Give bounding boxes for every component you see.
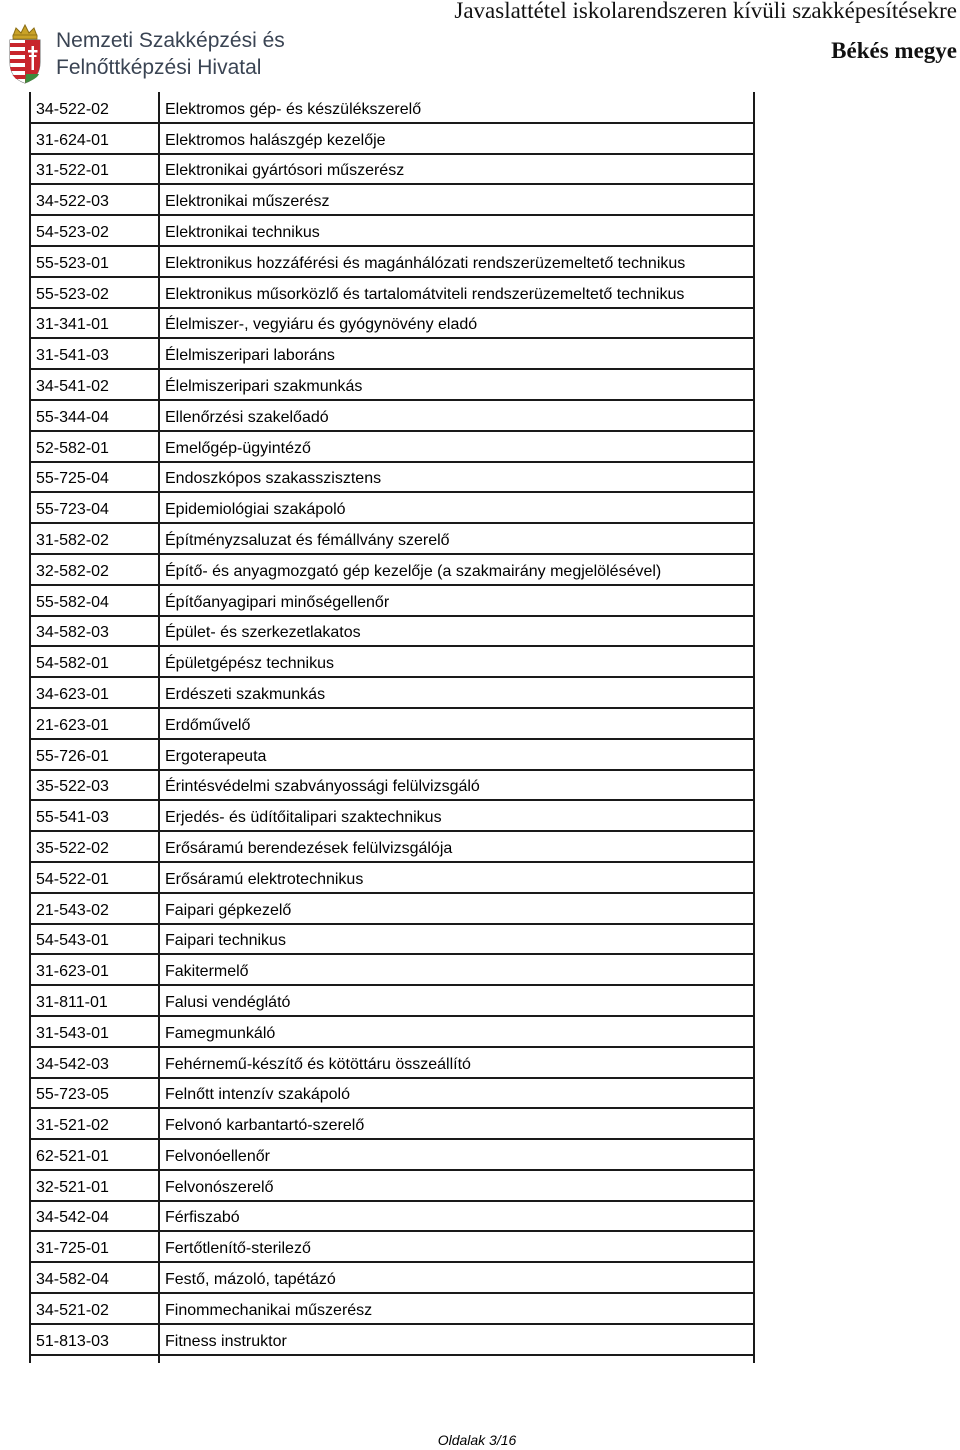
qualification-name: Fehérnemű-készítő és kötöttáru összeállító — [159, 1047, 754, 1078]
qualification-code: 54-523-02 — [30, 215, 159, 246]
qualification-code: 31-582-02 — [30, 523, 159, 554]
qualification-code: 55-344-04 — [30, 400, 159, 431]
qualification-name: Fertőtlenítő-sterilező — [159, 1231, 754, 1262]
table-row — [30, 1170, 754, 1201]
qualification-name: Famegmunkáló — [159, 1016, 754, 1047]
table-row — [30, 924, 754, 955]
qualification-name: Ellenőrzési szakelőadó — [159, 400, 754, 431]
qualification-name: Elektronikai gyártósori műszerész — [159, 154, 754, 185]
qualification-name: Falusi vendéglátó — [159, 985, 754, 1016]
qualification-code: 52-582-01 — [30, 431, 159, 462]
qualification-code: 35-522-02 — [30, 831, 159, 862]
page-header — [0, 0, 960, 92]
qualification-name: Élelmiszeripari laboráns — [159, 338, 754, 369]
qualification-name: Faipari gépkezelő — [159, 893, 754, 924]
document-region: Békés megye — [831, 38, 957, 63]
table-row — [30, 1078, 754, 1109]
table-row — [30, 1231, 754, 1262]
qualification-name: Endoszkópos szakasszisztens — [159, 462, 754, 493]
qualification-code: 34-541-02 — [30, 369, 159, 400]
qualification-code: 55-723-04 — [30, 492, 159, 523]
qualification-code: 31-623-01 — [30, 954, 159, 985]
qualification-code: 31-543-01 — [30, 1016, 159, 1047]
qualification-name: Elektronikai műszerész — [159, 184, 754, 215]
table-row — [30, 1139, 754, 1170]
qualification-code: 54-522-01 — [30, 862, 159, 893]
qualification-name: Építő- és anyagmozgató gép kezelője (a szakmairány megjelölésével) — [159, 554, 754, 585]
qualification-code: 34-582-03 — [30, 616, 159, 647]
qualification-name: Élelmiszer-, vegyiáru és gyógynövény eladó — [159, 308, 754, 339]
qualification-code: 55-726-01 — [30, 739, 159, 770]
table-row — [30, 646, 754, 677]
table-row — [30, 1201, 754, 1232]
qualification-code: 34-582-04 — [30, 1262, 159, 1293]
qualification-code: 31-521-02 — [30, 1108, 159, 1139]
qualification-code: 32-582-02 — [30, 554, 159, 585]
qualification-code: 34-542-03 — [30, 1047, 159, 1078]
hungarian-coat-of-arms-icon — [4, 22, 46, 84]
qualification-code: 55-582-04 — [30, 585, 159, 616]
table-row — [30, 92, 754, 123]
qualification-name: Építőanyagipari minőségellenőr — [159, 585, 754, 616]
table-row — [30, 1108, 754, 1139]
qualification-code: 31-341-01 — [30, 308, 159, 339]
qualification-name: Erdészeti szakmunkás — [159, 677, 754, 708]
table-row — [30, 369, 754, 400]
qualification-code: 31-624-01 — [30, 123, 159, 154]
qualification-code: 34-521-02 — [30, 1293, 159, 1324]
table-row — [30, 1293, 754, 1324]
qualification-code: 54-543-01 — [30, 924, 159, 955]
page-number-label: Oldalak 3/16 — [437, 1432, 517, 1448]
table-row — [30, 739, 754, 770]
org-name-line2: Felnőttképzési Hivatal — [56, 56, 262, 79]
table-row — [30, 523, 754, 554]
qualification-name: Erősáramú berendezések felülvizsgálója — [159, 831, 754, 862]
table-row — [30, 1324, 754, 1355]
qualification-name: Elektromos halászgép kezelője — [159, 123, 754, 154]
qualification-code: 31-541-03 — [30, 338, 159, 369]
qualification-name: Epidemiológiai szakápoló — [159, 492, 754, 523]
qualification-code: 32-521-01 — [30, 1170, 159, 1201]
qualification-code: 31-811-01 — [30, 985, 159, 1016]
qualification-name: Erősáramú elektrotechnikus — [159, 862, 754, 893]
qualification-code: 31-725-01 — [30, 1231, 159, 1262]
table-row — [30, 1262, 754, 1293]
qualification-code: 55-523-02 — [30, 277, 159, 308]
qualification-code: 34-623-01 — [30, 677, 159, 708]
qualification-code: 21-623-01 — [30, 708, 159, 739]
table-row — [30, 215, 754, 246]
table-row — [30, 338, 754, 369]
qualification-name: Épületgépész technikus — [159, 646, 754, 677]
qualification-code: 34-542-04 — [30, 1201, 159, 1232]
table-row — [30, 1047, 754, 1078]
qualification-code: 54-582-01 — [30, 646, 159, 677]
qualification-name: Építményzsaluzat és fémállvány szerelő — [159, 523, 754, 554]
table-row — [30, 616, 754, 647]
qualification-code: 21-543-02 — [30, 893, 159, 924]
table-row — [30, 123, 754, 154]
qualification-name: Finommechanikai műszerész — [159, 1293, 754, 1324]
table-row — [30, 431, 754, 462]
table-row — [30, 277, 754, 308]
qualification-name: Felvonóellenőr — [159, 1139, 754, 1170]
table-row — [30, 831, 754, 862]
qualifications-table — [29, 92, 753, 1363]
table-continuation — [30, 1355, 754, 1363]
qualification-code: 31-522-01 — [30, 154, 159, 185]
qualification-code: 35-522-03 — [30, 770, 159, 801]
table-row — [30, 308, 754, 339]
table-row — [30, 677, 754, 708]
qualification-name: Festő, mázoló, tapétázó — [159, 1262, 754, 1293]
table-row — [30, 492, 754, 523]
table-row — [30, 246, 754, 277]
qualification-name: Érintésvédelmi szabványossági felülvizsgáló — [159, 770, 754, 801]
qualification-code: 51-813-03 — [30, 1324, 159, 1355]
qualification-name: Emelőgép-ügyintéző — [159, 431, 754, 462]
qualification-code: 55-723-05 — [30, 1078, 159, 1109]
document-title: Javaslattétel iskolarendszeren kívüli szakképesítésekre — [454, 0, 957, 23]
table-row — [30, 893, 754, 924]
org-logo — [4, 22, 304, 84]
table-row — [30, 985, 754, 1016]
table-row — [30, 154, 754, 185]
qualification-name: Férfiszabó — [159, 1201, 754, 1232]
qualification-name: Erdőművelő — [159, 708, 754, 739]
qualification-name: Élelmiszeripari szakmunkás — [159, 369, 754, 400]
qualification-name: Elektronikus hozzáférési és magánhálózati rendszerüzemeltető technikus — [159, 246, 754, 277]
table-row — [30, 184, 754, 215]
qualification-name: Felvonószerelő — [159, 1170, 754, 1201]
table-row — [30, 862, 754, 893]
qualification-name: Fakitermelő — [159, 954, 754, 985]
table-row — [30, 708, 754, 739]
table-body — [30, 92, 754, 1363]
org-name-line1: Nemzeti Szakképzési és — [56, 29, 285, 52]
qualification-name: Épület- és szerkezetlakatos — [159, 616, 754, 647]
table-row — [30, 954, 754, 985]
qualification-name: Ergoterapeuta — [159, 739, 754, 770]
qualification-code: 55-541-03 — [30, 800, 159, 831]
qualification-name: Felvonó karbantartó-szerelő — [159, 1108, 754, 1139]
table-row — [30, 1016, 754, 1047]
qualification-name: Elektronikai technikus — [159, 215, 754, 246]
table-row — [30, 770, 754, 801]
qualification-name: Elektromos gép- és készülékszerelő — [159, 92, 754, 123]
table-row — [30, 585, 754, 616]
qualification-code: 55-523-01 — [30, 246, 159, 277]
qualification-code: 55-725-04 — [30, 462, 159, 493]
qualification-name: Faipari technikus — [159, 924, 754, 955]
qualification-name: Fitness instruktor — [159, 1324, 754, 1355]
qualification-name: Felnőtt intenzív szakápoló — [159, 1078, 754, 1109]
qualification-name: Elektronikus műsorközlő és tartalomátviteli rendszerüzemeltető technikus — [159, 277, 754, 308]
table-row — [30, 800, 754, 831]
qualification-name: Erjedés- és üdítőitalipari szaktechnikus — [159, 800, 754, 831]
page-footer — [0, 1432, 960, 1448]
qualification-code: 34-522-02 — [30, 92, 159, 123]
continuation-cell — [30, 1355, 159, 1363]
table-row — [30, 554, 754, 585]
continuation-cell — [159, 1355, 754, 1363]
qualification-code: 34-522-03 — [30, 184, 159, 215]
qualification-code: 62-521-01 — [30, 1139, 159, 1170]
table-row — [30, 462, 754, 493]
table-row — [30, 400, 754, 431]
